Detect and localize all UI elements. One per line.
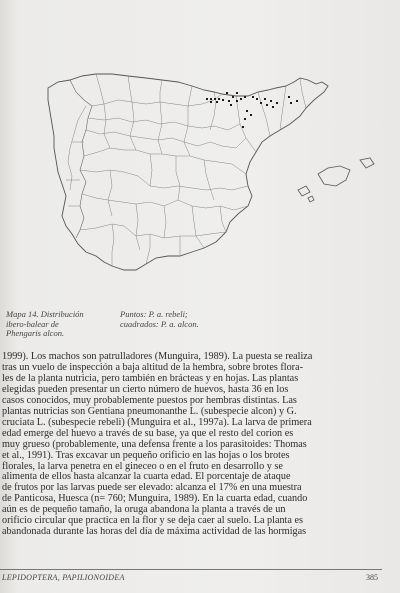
peninsula-outline xyxy=(48,74,328,270)
text-line: casos conocidos, muy probablemente puestos por hembras distintas. Las xyxy=(2,394,297,406)
portugal-border xyxy=(70,80,92,238)
distribution-map xyxy=(0,30,400,302)
map-caption-line: Mapa 14. Distribución xyxy=(6,309,84,319)
text-line: de Panticosa, Huesca (n= 760; Munguira, 1989). En la cuarta edad, cuando xyxy=(2,493,308,505)
text-line: abandonada durante las horas del día de máxima actividad de las hormigas xyxy=(2,526,307,538)
text-line: orificio circular que practica en la flor y se deja caer al suelo. La planta es xyxy=(2,515,303,527)
map-legend xyxy=(120,310,280,329)
text-line: de frutos por las larvas puede ser elevado: alcanza el 17% en una muestra xyxy=(2,482,302,494)
text-line: alimenta de ellos hasta alcanzar la cuarta edad. El porcentaje de ataque xyxy=(2,471,291,483)
page-footer xyxy=(0,569,382,582)
text-line: tras un vuelo de inspección a baja altitud de la hembra, sobre brotes flora- xyxy=(2,361,303,373)
text-line: plantas nutricias son Gentiana pneumonanthe L. (subespecie alcon) y G. xyxy=(2,405,297,417)
text-line: cruciata L. (subespecie rebeli) (Munguira et al., 1997a). La larva de primera xyxy=(2,416,312,428)
running-title: LEPIDOPTERA, PAPILIONOIDEA xyxy=(2,573,125,582)
text-line: et al., 1991). Tras excavar un pequeño orificio en las hojas o los brotes xyxy=(2,449,290,461)
map-legend-squares: cuadrados: P. a. alcon. xyxy=(120,318,199,329)
text-line: 1999). Los machos son patrulladores (Munguira, 1989). La puesta se realiza xyxy=(2,351,313,362)
text-line: muy grueso (probablemente, una defensa frente a los parasitoides: Thomas xyxy=(2,438,307,450)
text-line: les de la planta nutricia, pero también en brácteas y en hojas. Las plantas xyxy=(2,372,299,384)
map-caption-line: Phengaris alcon. xyxy=(6,328,65,338)
page-number: 385 xyxy=(366,573,378,582)
balearic-islands xyxy=(298,158,374,202)
map-caption xyxy=(6,310,116,339)
text-line: florales, la larva penetra en el gineceo o en el fruto en desarrollo y se xyxy=(2,460,283,472)
body-text xyxy=(2,352,376,538)
text-line: elegidas pueden presentar un cierto número de huevos, hasta 36 en los xyxy=(2,383,289,395)
province-borders xyxy=(66,74,306,266)
map-legend-points: Puntos: P. a. rebeli; xyxy=(120,309,188,319)
map-caption-line: ibero-balear de xyxy=(6,318,59,329)
text-line: aún es de pequeño tamaño, la oruga abandona la planta a través de un xyxy=(2,504,286,516)
text-line: edad emerge del huevo a través de su base, ya que el resto del corion es xyxy=(2,427,294,439)
